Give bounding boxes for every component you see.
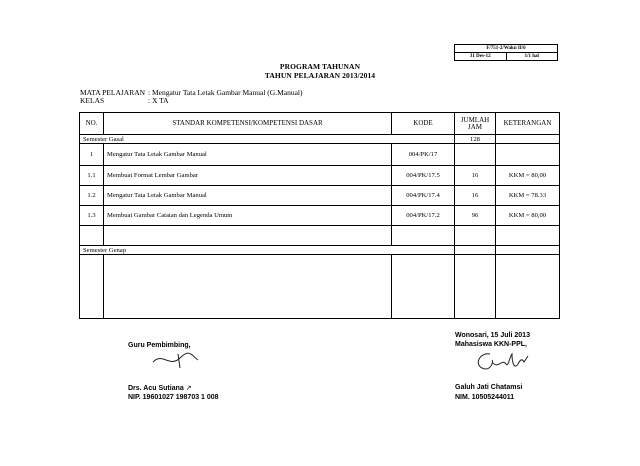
semester-even-label: Semester Genap xyxy=(80,246,455,255)
left-signer-name-text: Drs. Acu Sutiana xyxy=(128,385,184,392)
right-signer-role: Mahasiswa KKN-PPL, xyxy=(455,341,527,348)
left-signer-nip: NIP. 19601027 198703 1 008 xyxy=(128,394,219,401)
row-hours: 96 xyxy=(455,206,496,226)
document-id-box xyxy=(454,44,558,61)
header-no: NO. xyxy=(80,113,104,135)
annual-program-table xyxy=(79,112,560,319)
row-code: 004/PK/17.5 xyxy=(392,166,455,186)
header-hours-line2: JAM xyxy=(467,122,482,131)
header-competency: STANDAR KOMPETENSI/KOMPETENSI DASAR xyxy=(104,113,392,135)
form-page: 1/1 hal xyxy=(506,53,558,61)
row-code: 004/PK/17 xyxy=(392,144,455,166)
row-competency: Mengatur Tata Letak Gambar Manual xyxy=(104,186,392,206)
page-title: PROGRAM TAHUNAN xyxy=(279,62,361,71)
row-notes: KKM = 80,00 xyxy=(496,206,560,226)
row-no: 1 xyxy=(80,144,104,166)
row-no: 1.2 xyxy=(80,186,104,206)
row-notes: KKM = 78.33 xyxy=(496,186,560,206)
page-subtitle: TAHUN PELAJARAN 2013/2014 xyxy=(264,71,376,80)
right-place-date: Wonosari, 15 Juli 2013 xyxy=(455,332,530,339)
header-code: KODE xyxy=(392,113,455,135)
form-code: F/751-2/Wakn II/6 xyxy=(455,45,558,53)
class-label: KELAS xyxy=(80,96,105,105)
subject-label: MATA PELAJARAN xyxy=(80,88,146,97)
header-hours xyxy=(455,113,496,135)
row-competency: Membuat Format Lembar Gambar xyxy=(104,166,392,186)
row-no: 1.3 xyxy=(80,206,104,226)
row-code: 004/PK/17.2 xyxy=(392,206,455,226)
row-no: 1.1 xyxy=(80,166,104,186)
form-date: 31 Des-12 xyxy=(455,53,507,61)
semester-odd-total-hours: 128 xyxy=(455,135,496,144)
table-row-empty xyxy=(80,226,560,246)
class-value: : X TA xyxy=(148,96,169,105)
table-row xyxy=(80,186,560,206)
row-notes xyxy=(496,144,560,166)
right-signer-name: Galuh Jati Chatamsi xyxy=(455,384,523,391)
row-competency: Membuat Gambar Catatan dan Legenda Umum xyxy=(104,206,392,226)
left-signer-role: Guru Pembimbing, xyxy=(128,342,191,349)
left-signer-name xyxy=(128,384,192,392)
semester-even-row xyxy=(80,246,560,255)
row-hours: 16 xyxy=(455,166,496,186)
header-hours-line1: JUMLAH xyxy=(460,115,490,124)
row-hours: 16 xyxy=(455,186,496,206)
table-row-empty xyxy=(80,255,560,319)
row-notes: KKM = 80,00 xyxy=(496,166,560,186)
table-row xyxy=(80,166,560,186)
table-row xyxy=(80,206,560,226)
right-signer-nim: NIM. 10505244011 xyxy=(455,394,515,401)
row-hours xyxy=(455,144,496,166)
row-code: 004/PK/17.4 xyxy=(392,186,455,206)
right-signature-scribble xyxy=(472,348,532,376)
header-notes: KETERANGAN xyxy=(496,113,560,135)
paraph-icon: ↗ xyxy=(185,385,192,392)
table-row xyxy=(80,144,560,166)
table-header-row xyxy=(80,113,560,135)
row-competency: Mengatur Tata Letak Gambar Manual xyxy=(104,144,392,166)
semester-odd-row xyxy=(80,135,560,144)
left-signature-scribble xyxy=(150,346,202,372)
subject-value: : Mengatur Tata Letak Gambar Manual (G.Manual) xyxy=(148,88,303,97)
semester-odd-label: Semester Gasal xyxy=(80,135,455,144)
